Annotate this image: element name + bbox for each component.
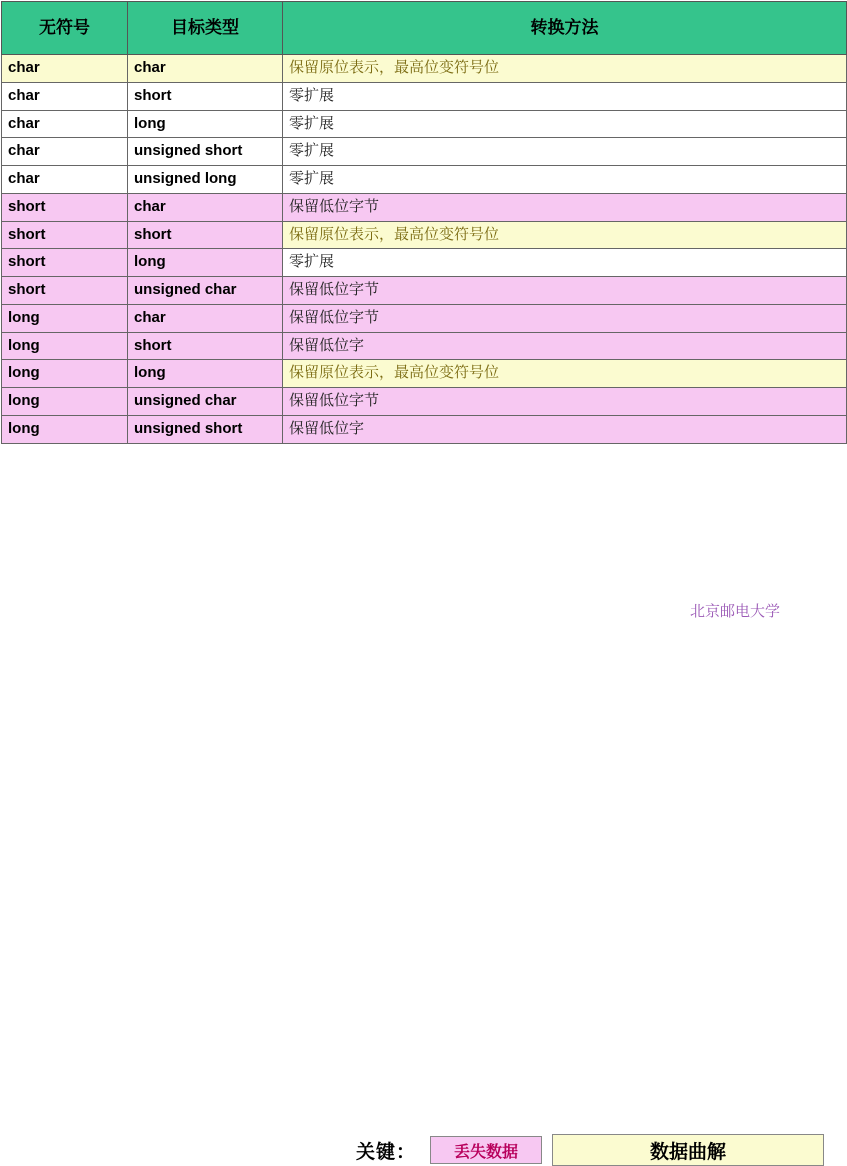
cell-source-type: short: [2, 221, 128, 249]
cell-target-type: unsigned short: [128, 415, 283, 443]
cell-source-type: char: [2, 110, 128, 138]
table-row: [2, 82, 847, 110]
table-row: [2, 277, 847, 305]
cell-target-type: unsigned short: [128, 138, 283, 166]
table-row: [2, 138, 847, 166]
cell-conversion-method: 零扩展: [283, 138, 847, 166]
table-head: [2, 2, 847, 55]
cell-conversion-method: 保留低位字节: [283, 304, 847, 332]
cell-source-type: char: [2, 166, 128, 194]
cell-conversion-method: 零扩展: [283, 249, 847, 277]
cell-target-type: char: [128, 55, 283, 83]
cell-conversion-method: 保留低位字: [283, 332, 847, 360]
cell-target-type: short: [128, 332, 283, 360]
cell-source-type: char: [2, 82, 128, 110]
cell-conversion-method: 零扩展: [283, 166, 847, 194]
legend-lost-data: 丢失数据: [430, 1136, 542, 1164]
table-row: [2, 193, 847, 221]
cell-source-type: long: [2, 415, 128, 443]
type-conversion-table: [1, 1, 847, 444]
cell-target-type: short: [128, 221, 283, 249]
table-row: [2, 221, 847, 249]
table-row: [2, 360, 847, 388]
cell-source-type: char: [2, 55, 128, 83]
table-row: [2, 110, 847, 138]
cell-conversion-method: 保留原位表示，最高位变符号位: [283, 55, 847, 83]
cell-conversion-method: 零扩展: [283, 110, 847, 138]
table-header-row: [2, 2, 847, 55]
cell-source-type: long: [2, 332, 128, 360]
cell-conversion-method: 保留原位表示，最高位变符号位: [283, 360, 847, 388]
legend-key-label: 关键：: [356, 1142, 417, 1163]
cell-source-type: short: [2, 277, 128, 305]
cell-target-type: unsigned char: [128, 388, 283, 416]
legend-distorted-data: 数据曲解: [552, 1134, 824, 1166]
table-row: [2, 166, 847, 194]
cell-target-type: long: [128, 360, 283, 388]
cell-conversion-method: 零扩展: [283, 82, 847, 110]
table-row: [2, 55, 847, 83]
cell-target-type: unsigned char: [128, 277, 283, 305]
table-row: [2, 388, 847, 416]
cell-conversion-method: 保留低位字节: [283, 277, 847, 305]
cell-source-type: long: [2, 388, 128, 416]
column-header-conversion-method: 转换方法: [283, 2, 847, 55]
cell-conversion-method: 保留低位字节: [283, 193, 847, 221]
cell-conversion-method: 保留原位表示，最高位变符号位: [283, 221, 847, 249]
cell-target-type: long: [128, 110, 283, 138]
cell-source-type: char: [2, 138, 128, 166]
cell-source-type: short: [2, 249, 128, 277]
cell-target-type: char: [128, 193, 283, 221]
table-body: [2, 55, 847, 444]
table-row: [2, 415, 847, 443]
cell-conversion-method: 保留低位字: [283, 415, 847, 443]
cell-target-type: unsigned long: [128, 166, 283, 194]
cell-source-type: long: [2, 360, 128, 388]
cell-conversion-method: 保留低位字节: [283, 388, 847, 416]
column-header-target-type: 目标类型: [128, 2, 283, 55]
cell-target-type: short: [128, 82, 283, 110]
table-row: [2, 332, 847, 360]
cell-target-type: char: [128, 304, 283, 332]
table-row: [2, 249, 847, 277]
cell-source-type: short: [2, 193, 128, 221]
column-header-source-type: 无符号: [2, 2, 128, 55]
cell-target-type: long: [128, 249, 283, 277]
watermark-text: 北京邮电大学: [690, 604, 781, 620]
table-row: [2, 304, 847, 332]
cell-source-type: long: [2, 304, 128, 332]
